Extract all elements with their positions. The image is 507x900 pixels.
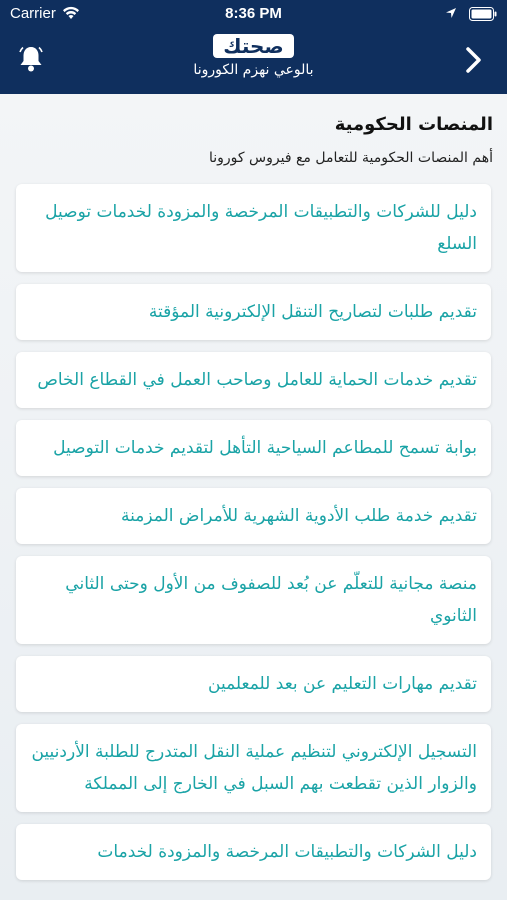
list-item[interactable]: تقديم خدمة طلب الأدوية الشهرية للأمراض المزمنة: [16, 488, 491, 544]
list-item[interactable]: تقديم خدمات الحماية للعامل وصاحب العمل في القطاع الخاص: [16, 352, 491, 408]
page-title: المنصات الحكومية: [334, 114, 493, 135]
status-bar: [0, 0, 507, 28]
page-subtitle: أهم المنصات الحكومية للتعامل مع فيروس كورونا: [208, 150, 493, 166]
list-item[interactable]: بوابة تسمح للمطاعم السياحية التأهل لتقديم خدمات التوصيل: [16, 420, 491, 476]
list-item[interactable]: تقديم طلبات لتصاريح التنقل الإلكترونية المؤقتة: [16, 284, 491, 340]
location-icon: [445, 7, 457, 19]
status-time: 8:36 PM: [225, 5, 282, 22]
carrier-label: Carrier: [10, 5, 56, 22]
list-item[interactable]: دليل للشركات والتطبيقات المرخصة والمزودة لخدمات توصيل السلع: [16, 184, 491, 272]
main-content: [0, 94, 507, 900]
app-header: [0, 28, 507, 94]
list-item[interactable]: تقديم مهارات التعليم عن بعد للمعلمين: [16, 656, 491, 712]
list-item[interactable]: دليل الشركات والتطبيقات المرخصة والمزودة لخدمات: [16, 824, 491, 880]
list-item[interactable]: منصة مجانية للتعلّم عن بُعد للصفوف من الأول وحتى الثاني الثانوي: [16, 556, 491, 644]
brand: [0, 34, 507, 78]
chevron-right-icon[interactable]: [465, 46, 483, 74]
app-tagline: بالوعي نهزم الكورونا: [193, 62, 314, 78]
platform-list: [16, 184, 491, 892]
list-item[interactable]: التسجيل الإلكتروني لتنظيم عملية النقل المتدرج للطلبة الأردنيين والزوار الذين تقطعت بهم السبل في الخارج إلى المملكة: [16, 724, 491, 812]
battery-icon: [469, 7, 497, 21]
app-logo: صحتك: [213, 34, 294, 58]
